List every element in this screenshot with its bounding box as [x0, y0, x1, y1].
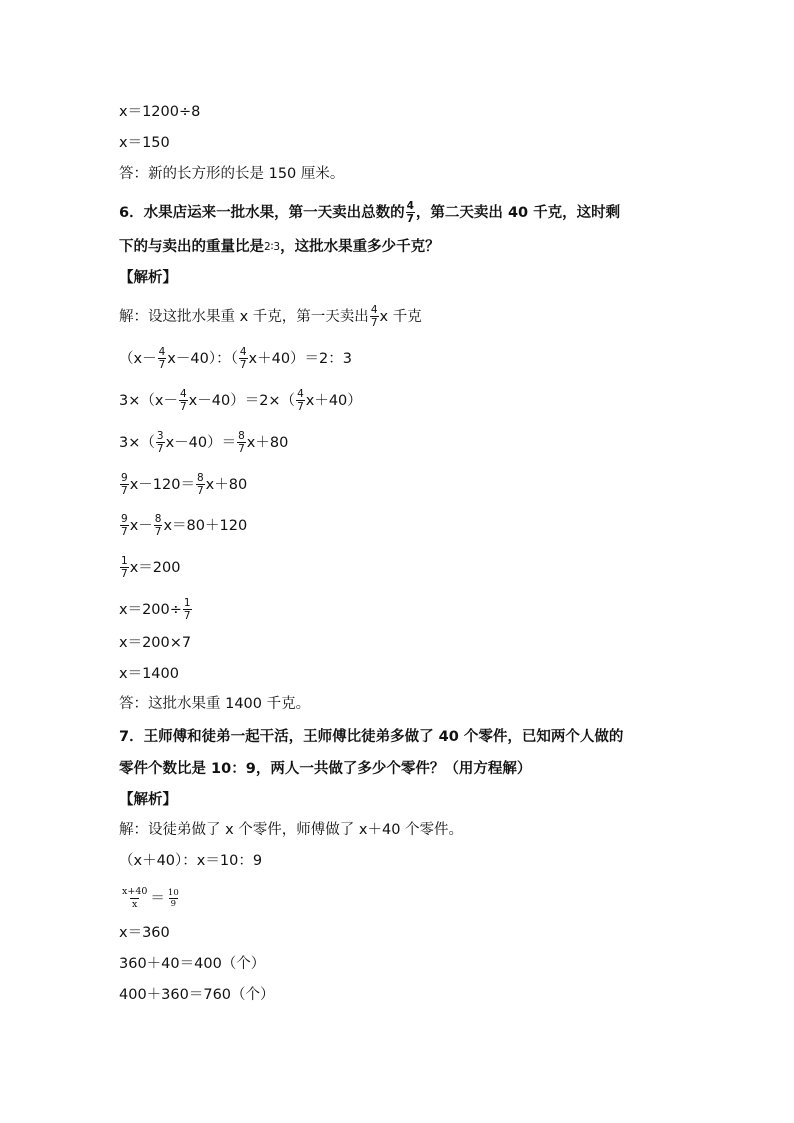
- fraction: [120, 555, 129, 580]
- equation-line: [119, 430, 288, 455]
- equation-text: 400＋360＝760（个）: [119, 987, 275, 1003]
- fraction: [120, 472, 129, 497]
- fraction-numerator: 4: [239, 346, 247, 358]
- solution-text: 解：设这批水果重 x 千克，第一天卖出: [119, 308, 369, 325]
- ratio-text: 2∶3: [264, 241, 281, 253]
- fraction-denominator: 7: [196, 485, 204, 497]
- fraction-denominator: 7: [158, 359, 166, 371]
- equation-text: x＋80: [205, 476, 248, 493]
- fraction-denominator: 7: [297, 401, 304, 413]
- fraction-numerator: 10: [167, 888, 179, 898]
- equation-text: x＝200×7: [119, 635, 192, 651]
- equation-line: [119, 923, 170, 943]
- equation-text: x＝1200÷8: [119, 104, 201, 120]
- fraction-numerator: 3: [156, 430, 164, 442]
- fraction-denominator: 7: [121, 485, 128, 497]
- fraction-denominator: x: [132, 899, 138, 910]
- equation-text: x＋40）＝2：3: [248, 350, 352, 367]
- equation-text: 3×（: [119, 434, 155, 451]
- equation-line: [119, 472, 247, 497]
- fraction-numerator: 4: [179, 388, 187, 400]
- equation-line: [119, 513, 247, 538]
- fraction-numerator: 8: [196, 472, 204, 484]
- answer-text: 答：新的长方形的长是 150 厘米。: [119, 166, 345, 182]
- fraction: [158, 346, 167, 371]
- answer-line: [119, 164, 344, 184]
- fraction: [120, 513, 129, 538]
- equation-text: x＋80: [246, 434, 289, 451]
- equation-text: x＝360: [119, 925, 170, 941]
- equation-line: [119, 851, 262, 871]
- question-6-line-2: [119, 237, 440, 257]
- equation-text: x－40）：（: [167, 350, 238, 367]
- fraction: [196, 472, 205, 497]
- question-text: ，第二天卖出 40 千克，这时剩: [415, 204, 621, 221]
- fraction-numerator: 4: [370, 304, 378, 316]
- equation-text: x－120＝: [129, 476, 195, 493]
- fraction-numerator: 9: [121, 472, 128, 484]
- equation-text: x＝150: [119, 135, 170, 151]
- fraction: [183, 597, 192, 622]
- fraction-numerator: 4: [158, 346, 166, 358]
- equation-line: [119, 597, 193, 622]
- fraction-denominator: 7: [183, 610, 191, 622]
- equation-line: [119, 555, 180, 580]
- fraction-denominator: 7: [239, 359, 247, 371]
- fraction-numerator: 4: [297, 388, 304, 400]
- fraction-numerator: 8: [154, 513, 162, 525]
- answer-line: [119, 694, 310, 714]
- solution-setup-line: [119, 820, 463, 840]
- question-text: 零件个数比是 10：9，两人一共做了多少个零件？（用方程解）: [119, 761, 532, 777]
- answer-text: 答：这批水果重 1400 千克。: [119, 696, 311, 712]
- analysis-heading: [119, 268, 177, 288]
- fraction: [370, 304, 379, 329]
- equation-text: x＋40）: [305, 392, 362, 409]
- fraction-numerator: x+40: [122, 886, 148, 897]
- solution-setup-line: [119, 304, 422, 329]
- solution-text: x 千克: [379, 308, 422, 325]
- equation-line: [119, 886, 182, 911]
- fraction: [237, 430, 246, 455]
- question-text: 下的与卖出的重量比是: [119, 239, 264, 255]
- question-text: 7．王师傅和徒弟一起干活，王师傅比徒弟多做了 40 个零件，已知两个人做的: [119, 729, 624, 745]
- equation-text: x＝200: [129, 559, 181, 576]
- equation-text: x＝200÷: [119, 601, 182, 618]
- question-7-line-2: [119, 759, 531, 779]
- analysis-heading: [119, 790, 177, 810]
- fraction: [179, 388, 188, 413]
- question-7-line-1: [119, 727, 623, 747]
- equation-text: x－: [129, 517, 153, 534]
- equation-text: x－40）＝: [165, 434, 237, 451]
- fraction: [156, 430, 165, 455]
- fraction-numerator: 1: [183, 597, 191, 609]
- fraction-denominator: 7: [121, 526, 128, 538]
- question-text: ，这批水果重多少千克？: [280, 239, 440, 255]
- fraction: [406, 200, 415, 225]
- fraction-denominator: 9: [170, 899, 177, 909]
- solution-text: 解：设徒弟做了 x 个零件，师傅做了 x＋40 个零件。: [119, 822, 464, 838]
- equation-line: [119, 346, 352, 371]
- fraction: [239, 346, 248, 371]
- fraction-denominator: 7: [154, 526, 162, 538]
- fraction-numerator: 4: [406, 200, 414, 212]
- analysis-label: 【解析】: [119, 792, 177, 808]
- fraction: [166, 888, 181, 909]
- equation-text: （x－: [119, 350, 157, 367]
- fraction-denominator: 7: [370, 317, 378, 329]
- fraction-denominator: 7: [238, 443, 245, 455]
- fraction-denominator: 7: [121, 568, 128, 580]
- equation-text: （x＋40）：x＝10：9: [119, 853, 263, 869]
- fraction: [120, 886, 149, 911]
- equation-text: x－40）＝2×（: [188, 392, 296, 409]
- analysis-label: 【解析】: [119, 270, 177, 286]
- equation-line: [119, 664, 179, 684]
- fraction-denominator: 7: [156, 443, 164, 455]
- fraction-numerator: 8: [238, 430, 245, 442]
- equation-text: x＝80＋120: [163, 517, 248, 534]
- fraction: [154, 513, 163, 538]
- equation-line: [119, 985, 275, 1005]
- equation-line: [119, 133, 170, 153]
- equation-text: ＝: [150, 890, 165, 907]
- fraction-denominator: 7: [179, 401, 187, 413]
- equation-line: [119, 633, 191, 653]
- fraction-numerator: 1: [121, 555, 128, 567]
- question-6-line-1: [119, 200, 620, 225]
- equation-line: [119, 388, 362, 413]
- equation-line: [119, 954, 265, 974]
- equation-line: [119, 102, 200, 122]
- fraction-numerator: 9: [121, 513, 128, 525]
- fraction: [296, 388, 305, 413]
- fraction-denominator: 7: [406, 213, 414, 225]
- question-text: 6．水果店运来一批水果，第一天卖出总数的: [119, 204, 405, 221]
- equation-text: 360＋40＝400（个）: [119, 956, 266, 972]
- equation-text: 3×（x－: [119, 392, 178, 409]
- equation-text: x＝1400: [119, 666, 179, 682]
